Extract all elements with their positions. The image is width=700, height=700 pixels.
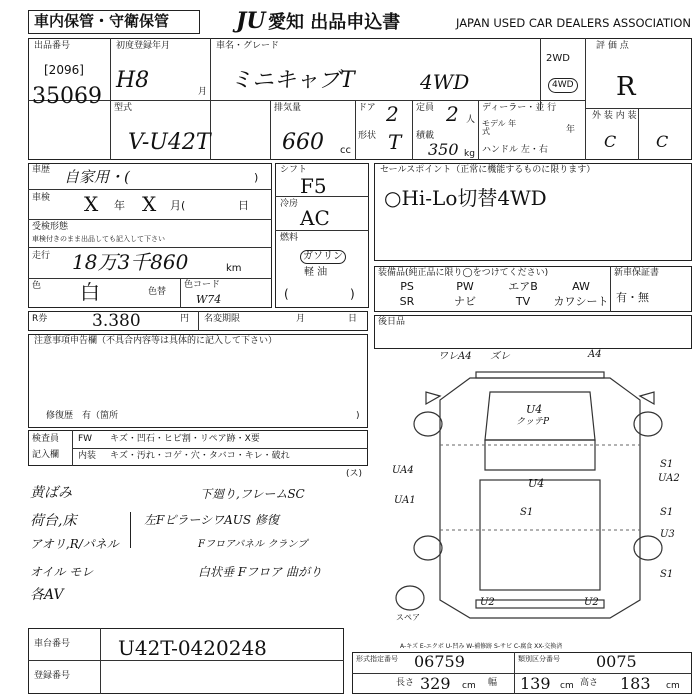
interior-sub: (ス): [346, 469, 363, 479]
width-value: 139: [520, 674, 551, 693]
new-car-value: 有・無: [616, 291, 649, 304]
month-unit: 月: [198, 87, 208, 97]
fuel-paren-open: (: [284, 287, 289, 301]
fuel-gasoline: ガソリン: [300, 250, 346, 264]
color-code-label: 色コード: [184, 280, 221, 290]
mark-a4-right: A4: [588, 349, 602, 360]
inspection-sub: 車検付きのまま出品しても記入して下さい: [32, 235, 165, 243]
mark-u4-bed: U4: [528, 477, 545, 490]
displacement-label: 排気量: [274, 103, 302, 113]
capacity-value: 2: [446, 102, 459, 126]
category-code-label: 類別区分番号: [518, 655, 560, 663]
equipment-item: エアB: [508, 280, 538, 293]
ac-label: 冷房: [280, 199, 299, 209]
sales-point-label: セールスポイント（正常に機能するものに限ります）: [380, 165, 596, 175]
reg-label: 登録番号: [34, 671, 71, 681]
model-name-value: ミニキャブT: [230, 68, 355, 93]
shaken-year-unit: 年: [114, 199, 125, 212]
shift-label: シフト: [280, 165, 308, 175]
load-label: 積載: [416, 131, 435, 141]
capacity-unit: 人: [466, 115, 476, 125]
fuel-paren-close: ): [350, 287, 355, 301]
note-gate-panel: アオリ,R/パネル: [30, 537, 119, 551]
category-label: 車内保管・守衛保管: [34, 12, 170, 30]
grade-value: R: [616, 72, 636, 102]
name-change-month: 月: [296, 314, 306, 324]
color-value: 白: [80, 280, 100, 304]
shaken-year-mark: X: [84, 192, 99, 216]
door-value: 2: [386, 102, 399, 126]
fuel-label: 燃料: [280, 233, 299, 243]
type-code-value: 06759: [414, 652, 465, 671]
equipment-item: ナビ: [454, 295, 476, 308]
length-label: 長さ: [396, 678, 415, 688]
handle-label: ハンドル 左・右: [482, 145, 548, 155]
fw-items: キズ・凹石・ヒビ割・リペア跡・X要: [110, 434, 260, 444]
note-oil-leak: オイル モレ: [30, 565, 94, 579]
new-car-label: 新車保証書: [614, 268, 660, 278]
equipment-item: PW: [456, 280, 474, 293]
ext-int-label: 外 装 内 装: [592, 111, 637, 121]
note-yellowing: 黄ばみ: [30, 485, 72, 501]
category-code-value: 0075: [596, 652, 637, 671]
mark-u3: U3: [660, 529, 675, 540]
inspection-label: 受検形態: [32, 222, 69, 232]
note-floor-bend: 白状垂 Fフロア 曲がり: [198, 565, 322, 579]
shaken-day-unit: 日: [238, 199, 249, 212]
inspector-label: 検査員: [32, 434, 60, 444]
interior-cat: 内装: [78, 451, 97, 461]
mark-ua2: UA2: [658, 473, 680, 484]
load-unit: kg: [464, 149, 475, 159]
use-label: 車歴: [32, 165, 51, 175]
mark-misalign: ズレ: [490, 351, 510, 362]
first-reg-value: H8: [116, 68, 150, 93]
model-year-label: モデル 年式: [482, 119, 517, 136]
color-change-label: 色替: [148, 287, 167, 297]
ac-value: AC: [300, 206, 330, 230]
equipment-label: 装備品(純正品に限り◯をつけてください): [378, 268, 549, 278]
use-close: ): [254, 171, 259, 184]
mark-kutte: クッテP: [516, 417, 550, 427]
name-change-label: 名変期限: [204, 314, 241, 324]
use-value: 自家用・(: [64, 168, 130, 186]
note-pillar: 左FピラーシワAUS 修復: [144, 513, 279, 527]
mark-s1-bottom: S1: [660, 569, 674, 580]
recycle-value: 3.380: [92, 311, 141, 331]
type-value: V-U42T: [128, 130, 211, 155]
dealer-label: ディーラー・並 行: [482, 103, 557, 113]
mileage-unit: km: [226, 263, 242, 274]
height-unit: cm: [666, 681, 680, 691]
mark-s1-right2: S1: [660, 507, 674, 518]
mark-ua4: UA4: [392, 465, 414, 476]
length-value: 329: [420, 674, 451, 693]
lot-bracket: [2096]: [44, 63, 84, 77]
drive-value: 4WD: [420, 70, 470, 94]
mark-u4-top: U4: [526, 403, 543, 416]
model-name-label: 車名・グレード: [216, 41, 280, 51]
mark-u2-left: U2: [480, 597, 495, 608]
lot-number: 35069: [32, 84, 102, 109]
recycle-unit: 円: [180, 314, 190, 324]
equipment-item: TV: [515, 295, 531, 308]
diagram-legend: A-キズ E-エクボ U-凹み W-補修跡 S-サビ C-腐食 XX-交換済: [400, 643, 563, 650]
note-frame: 下廻り,フレームSC: [200, 487, 305, 501]
name-change-day: 日: [348, 314, 358, 324]
note-each-av: 各AV: [30, 587, 64, 603]
spare-label: スペア: [396, 613, 420, 622]
notes-header: 注意事項申告欄（不具合内容等は具体的に記入して下さい）: [34, 336, 278, 346]
mark-crack-a4: ワレA4: [438, 351, 472, 362]
shape-value: T: [388, 130, 402, 154]
lot-label: 出品番号: [34, 41, 71, 51]
int-grade: C: [656, 132, 669, 151]
type-label: 型式: [114, 103, 133, 113]
height-value: 183: [620, 674, 651, 693]
cc-unit: cc: [340, 145, 351, 156]
association-name: JAPAN USED CAR DEALERS ASSOCIATION: [456, 16, 692, 30]
chassis-value: U42T-0420248: [118, 636, 267, 660]
length-unit: cm: [462, 681, 476, 691]
shaken-label: 車検: [32, 193, 51, 203]
equipment-item: AW: [572, 280, 590, 293]
mileage-value: 18万3千860: [72, 250, 189, 274]
recycle-label: R券: [32, 314, 48, 324]
shaken-month-mark: X: [142, 192, 157, 216]
shape-label: 形状: [358, 131, 377, 141]
mark-s1-bed: S1: [520, 507, 534, 518]
note-bed-floor: 荷台,床: [30, 513, 77, 529]
mark-u2-right: U2: [584, 597, 599, 608]
load-value: 350: [428, 140, 459, 159]
shaken-month-unit: 月(: [170, 199, 186, 212]
rear-label: 後日品: [378, 317, 406, 327]
form-title: 愛知 出品申込書: [268, 12, 401, 33]
repair-label: 修復歴 有（箇所: [46, 411, 119, 421]
ext-grade: C: [604, 132, 617, 151]
width-label: 幅: [488, 678, 498, 688]
drive-box-2wd: 2WD: [546, 53, 570, 64]
shift-value: F5: [300, 174, 327, 198]
interior-items: キズ・汚れ・コゲ・穴・タバコ・キレ・破れ: [110, 451, 290, 461]
grade-label: 評 価 点: [596, 41, 629, 51]
color-code-value: W74: [196, 293, 222, 306]
drive-box-4wd: 4WD: [548, 78, 578, 93]
color-label: 色: [32, 281, 42, 291]
mileage-label: 走行: [32, 251, 51, 261]
note-floor-panel: Fフロアパネル クランプ: [198, 539, 308, 550]
type-code-label: 形式指定番号: [356, 655, 398, 663]
displacement-value: 660: [282, 130, 324, 155]
fw-cat: FW: [78, 434, 93, 444]
width-unit: cm: [560, 681, 574, 691]
height-label: 高さ: [580, 678, 599, 688]
equipment-item: PS: [400, 280, 414, 293]
equipment-item: カワシート: [553, 295, 609, 308]
ju-logo: JU: [236, 8, 266, 34]
equipment-item: SR: [399, 295, 415, 308]
sales-point-value: ○Hi-Lo切替4WD: [384, 186, 547, 210]
year-unit: 年: [566, 125, 576, 135]
fuel-diesel: 軽 油: [304, 267, 328, 278]
mark-ua1: UA1: [394, 495, 416, 506]
inspector-label2: 記入欄: [32, 450, 60, 460]
repair-close: ): [356, 411, 360, 421]
capacity-label: 定員: [416, 103, 435, 113]
door-label: ドア: [358, 103, 376, 113]
first-reg-label: 初度登録年月: [116, 41, 171, 51]
mark-s1-right: S1: [660, 459, 674, 470]
chassis-label: 車台番号: [34, 639, 71, 649]
